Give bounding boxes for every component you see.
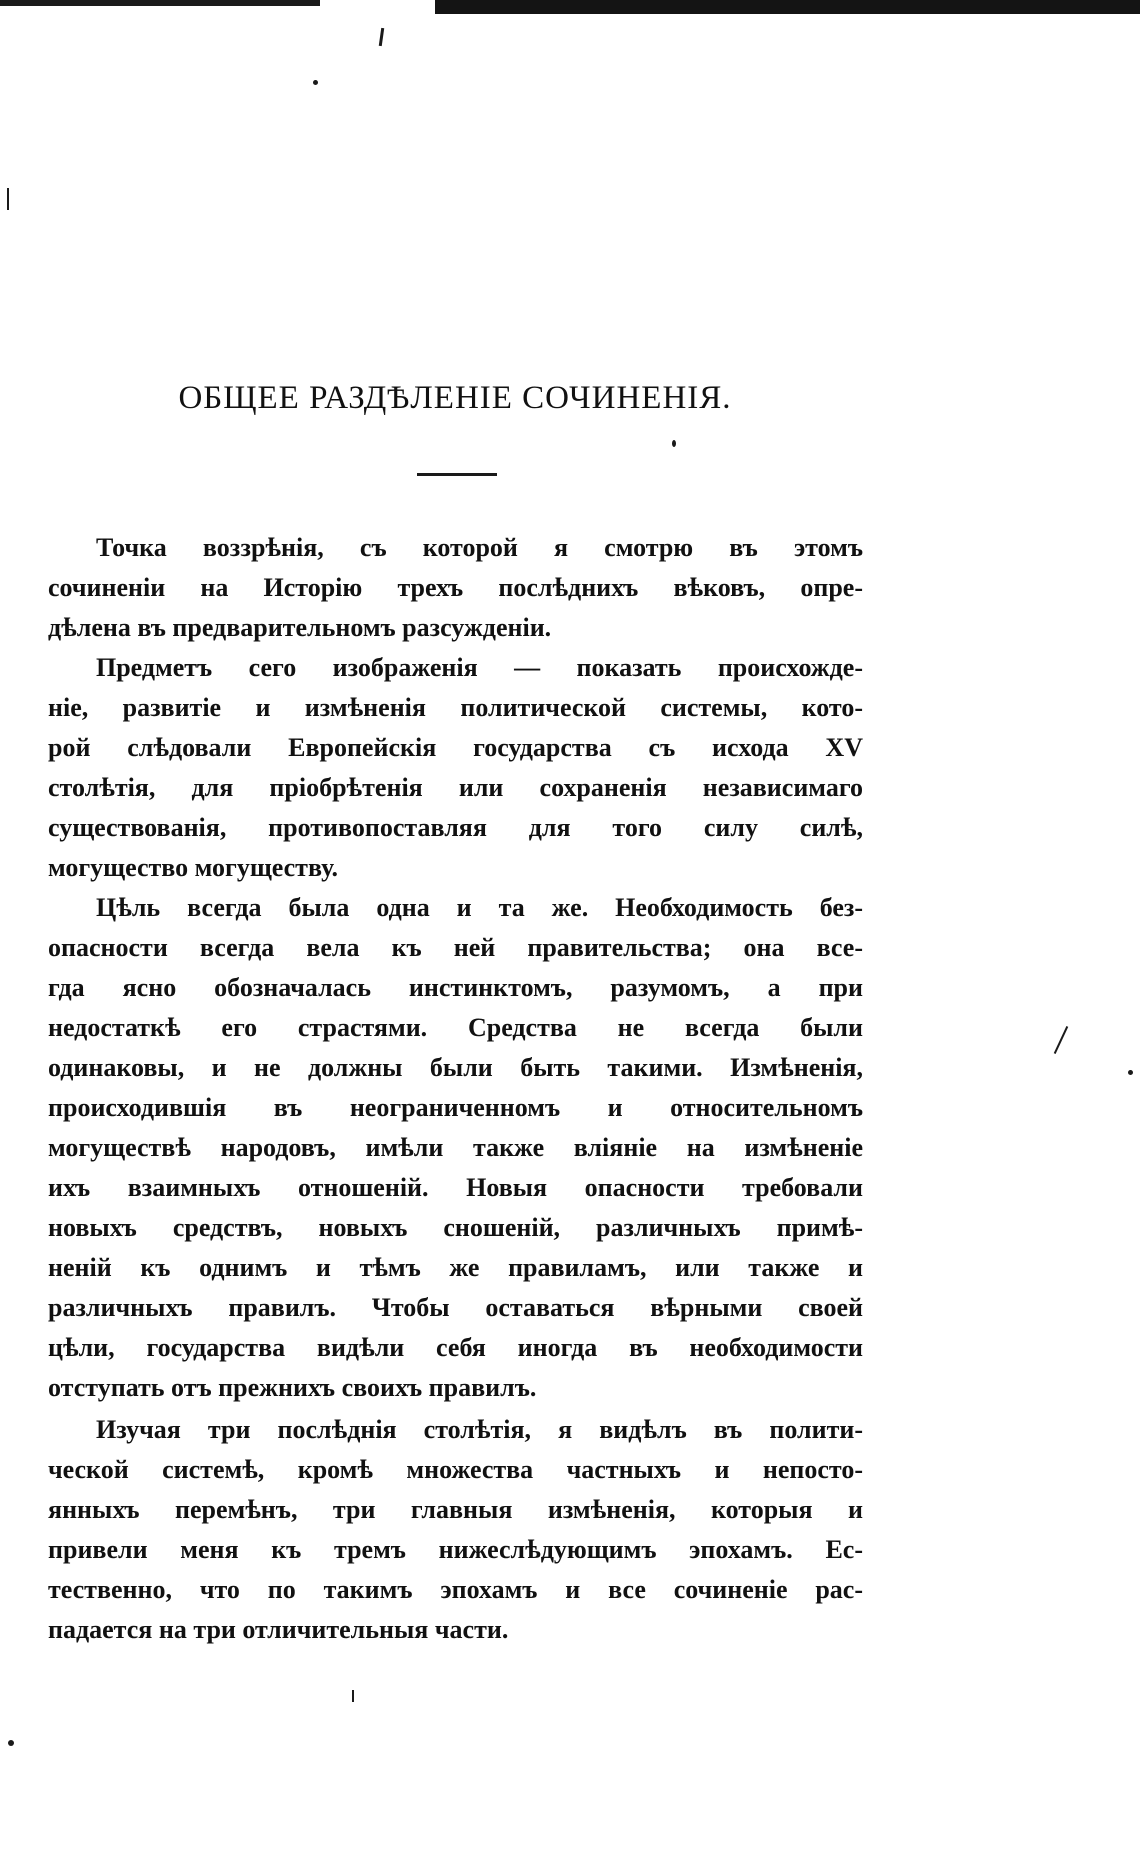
ink-speck (672, 440, 676, 447)
text-line: тественно, что по такимъ эпохамъ и все сочиненіе рас- (48, 1575, 863, 1604)
ink-speck (313, 80, 318, 85)
text-line: ніе, развитіе и измѣненія политической системы, кото- (48, 693, 863, 722)
text-line: ихъ взаимныхъ отношеній. Новыя опасности требовали (48, 1173, 863, 1202)
text-line: янныхъ перемѣнъ, три главныя измѣненія, которыя и (48, 1495, 863, 1524)
text-line: существованія, противопоставляя для того силу силѣ, (48, 813, 863, 842)
text-line: неній къ однимъ и тѣмъ же правиламъ, или также и (48, 1253, 863, 1282)
text-line: привели меня къ тремъ нижеслѣдующимъ эпохамъ. Ес- (48, 1535, 863, 1564)
text-line: Предметъ сего изображенія — показать происхожде- (96, 653, 863, 682)
paragraph-2 (48, 648, 863, 888)
text-line: сочиненіи на Исторію трехъ послѣднихъ вѣковъ, опре- (48, 573, 863, 602)
text-line: Точка воззрѣнія, съ которой я смотрю въ этомъ (96, 533, 863, 562)
page-title: ОБЩЕЕ РАЗДѢЛЕНІЕ СОЧИНЕНІЯ. (178, 380, 732, 416)
text-line: новыхъ средствъ, новыхъ сношеній, различныхъ примѣ- (48, 1213, 863, 1242)
ink-mark-margin (1054, 1026, 1068, 1054)
paragraph-3 (48, 888, 863, 1408)
text-line: столѣтія, для пріобрѣтенія или сохраненія независимаго (48, 773, 863, 802)
text-line: происходившія въ неограниченномъ и относительномъ (48, 1093, 863, 1122)
text-line: Цѣль всегда была одна и та же. Необходимость без- (96, 893, 863, 922)
text-line: недостаткѣ его страстями. Средства не всегда были (48, 1013, 863, 1042)
paragraph-4 (48, 1410, 863, 1650)
scan-edge-left (0, 0, 320, 6)
text-line: могуществѣ народовъ, имѣли также вліяніе на измѣненіе (48, 1133, 863, 1162)
text-line: цѣли, государства видѣли себя иногда въ необходимости (48, 1333, 863, 1362)
text-line: одинаковы, и не должны были быть такими. Измѣненія, (48, 1053, 863, 1082)
text-line: ческой системѣ, кромѣ множества частныхъ и непосто- (48, 1455, 863, 1484)
ink-speck (8, 1740, 14, 1746)
title-divider (417, 473, 497, 476)
text-line: дѣлена въ предварительномъ разсужденіи. (48, 613, 552, 642)
text-line: опасности всегда вела къ ней правительства; она все- (48, 933, 863, 962)
text-line: рой слѣдовали Европейскія государства съ исхода XV (48, 733, 863, 762)
scan-edge-right (435, 0, 1140, 14)
text-line: падается на три отличительныя части. (48, 1615, 509, 1644)
text-line: могущество могуществу. (48, 853, 338, 882)
ink-speck (1128, 1070, 1133, 1075)
text-line: гда ясно обозначалась инстинктомъ, разумомъ, а при (48, 973, 863, 1002)
text-line: Изучая три послѣднія столѣтія, я видѣлъ въ полити- (96, 1415, 863, 1444)
ink-mark-margin (352, 1690, 354, 1702)
ink-mark-top (379, 28, 384, 46)
paragraph-1 (48, 528, 863, 648)
text-line: отступать отъ прежнихъ своихъ правилъ. (48, 1373, 537, 1402)
ink-mark-left (7, 188, 9, 210)
text-line: различныхъ правилъ. Чтобы оставаться вѣрными своей (48, 1293, 863, 1322)
